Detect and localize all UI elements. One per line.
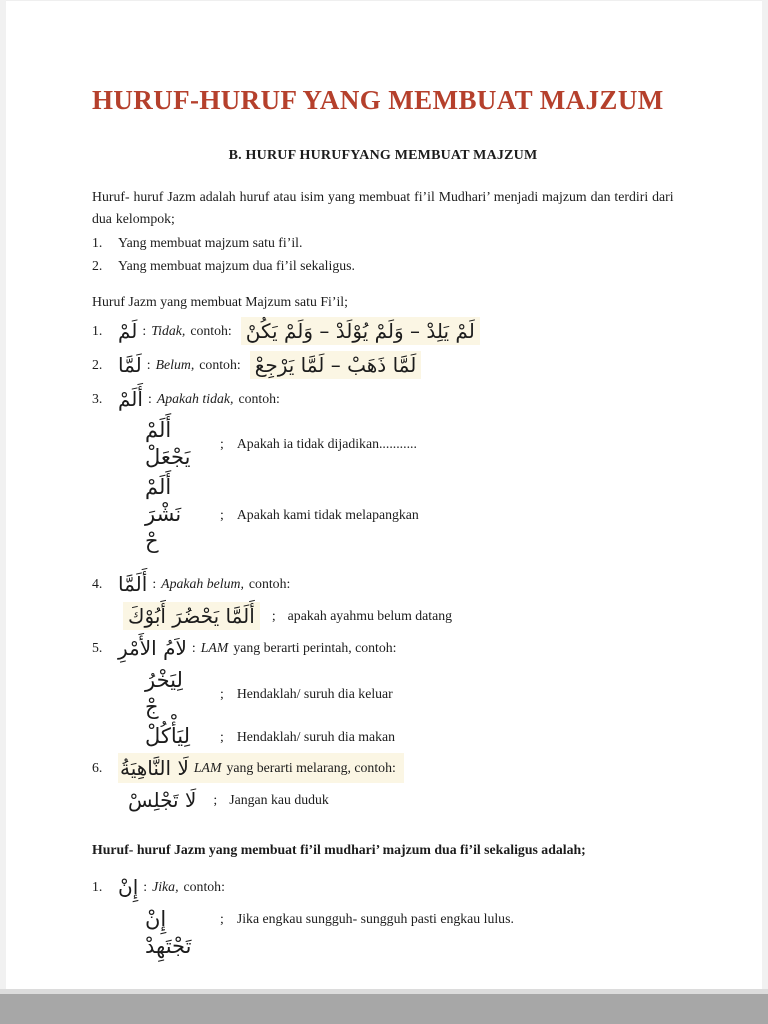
item-number: 3. bbox=[92, 390, 103, 406]
translation-text: Jika engkau sungguh- sungguh pasti engkau lulus. bbox=[236, 910, 514, 926]
jazm-item bbox=[92, 632, 674, 665]
semicolon-separator: ; bbox=[220, 506, 224, 522]
item-number: 6. bbox=[92, 760, 103, 776]
arabic-line: أَلَمْ bbox=[145, 418, 172, 443]
arabic-line: يَجْعَلْ bbox=[145, 445, 191, 470]
contoh-label: contoh: bbox=[248, 576, 291, 592]
jazm-item bbox=[92, 382, 674, 415]
arabic-line: تَجْتَهِدْ bbox=[145, 933, 192, 958]
colon: : bbox=[191, 640, 196, 656]
list-item bbox=[92, 255, 674, 277]
arabic-term: أَلَمَّا bbox=[118, 572, 148, 597]
jazm-item bbox=[92, 314, 674, 347]
list-number: 2. bbox=[92, 257, 103, 273]
list-text: Yang membuat majzum satu fi’il. bbox=[118, 235, 303, 251]
arabic-example-column bbox=[145, 667, 207, 722]
translation-text: Apakah kami tidak melapangkan bbox=[236, 506, 419, 522]
arabic-example-column bbox=[145, 417, 207, 472]
item-number: 1. bbox=[92, 879, 103, 895]
meaning-label: LAM bbox=[193, 760, 222, 776]
arabic-term: إِنْ bbox=[118, 875, 139, 900]
arabic-term: لَا النَّاهِيَةُ bbox=[120, 756, 189, 781]
example-block bbox=[145, 906, 674, 961]
colon: : bbox=[143, 879, 148, 895]
arabic-example: لَا تَجْلِسْ bbox=[128, 787, 197, 812]
item-number: 2. bbox=[92, 356, 103, 372]
page-edge-right bbox=[762, 0, 768, 989]
meaning-rest: yang berarti perintah, contoh: bbox=[233, 640, 397, 656]
meaning-label: Belum, bbox=[155, 356, 195, 372]
arabic-line: لِيَخْرُ bbox=[145, 667, 183, 692]
colon: : bbox=[147, 390, 152, 406]
jazm-item bbox=[92, 568, 674, 601]
example-block bbox=[145, 474, 674, 556]
list-number: 1. bbox=[92, 235, 103, 251]
semicolon-separator: ; bbox=[220, 436, 224, 452]
intro-paragraph: Huruf- huruf Jazm adalah huruf atau isim yang membuat fi’il Mudhari’ menjadi majzum dan terdiri dari dua kelompok; bbox=[92, 188, 674, 227]
list-item bbox=[92, 232, 674, 254]
example-block bbox=[145, 667, 674, 722]
arabic-example-column bbox=[145, 906, 207, 961]
semicolon-separator: ; bbox=[271, 607, 276, 623]
contoh-label: contoh: bbox=[183, 879, 225, 895]
translation-text: apakah ayahmu belum datang bbox=[287, 607, 453, 623]
arabic-term: أَلَمْ bbox=[118, 386, 143, 411]
arabic-example: لَمَّا ذَهَبْ – لَمَّا يَرْجِعْ bbox=[250, 351, 422, 379]
meaning-label: Apakah tidak, bbox=[156, 390, 234, 406]
arabic-example: أَلَمَّا يَحْضُرَ أَبُوْكَ bbox=[123, 602, 260, 630]
arabic-example-column bbox=[145, 474, 207, 556]
contoh-label: contoh: bbox=[199, 356, 241, 372]
meaning-label: Jika, bbox=[152, 879, 179, 895]
arabic-line: جْ bbox=[145, 694, 159, 719]
section2-heading: Huruf- huruf Jazm yang membuat fi’il mudhari’ majzum dua fi’il sekaligus adalah; bbox=[92, 841, 586, 857]
arabic-term: لاَمُ الأَمْرِ bbox=[118, 636, 187, 661]
example-block bbox=[145, 417, 674, 472]
semicolon-separator: ; bbox=[220, 910, 224, 926]
semicolon-separator: ; bbox=[220, 685, 224, 701]
intro-list bbox=[92, 232, 674, 277]
colon: : bbox=[152, 576, 157, 592]
arabic-line: حْ bbox=[145, 529, 159, 554]
arabic-line: نَشْرَ bbox=[145, 502, 182, 527]
item-number: 1. bbox=[92, 322, 103, 338]
section1-heading: Huruf Jazm yang membuat Majzum satu Fi’il; bbox=[92, 294, 348, 310]
jazm-item bbox=[92, 871, 674, 904]
meaning-label: Tidak, bbox=[151, 322, 186, 338]
arabic-line: إِنْ bbox=[145, 906, 167, 931]
arabic-example-column bbox=[145, 723, 207, 750]
arabic-line: لِيَأْكُلْ bbox=[145, 724, 191, 749]
example-line bbox=[119, 601, 674, 631]
contoh-label: contoh: bbox=[238, 390, 280, 406]
translation-text: Apakah ia tidak dijadikan........... bbox=[236, 436, 417, 452]
item-number: 5. bbox=[92, 640, 103, 656]
footer-bar bbox=[0, 994, 768, 1024]
arabic-line: أَلَمْ bbox=[145, 474, 172, 499]
meaning-label: Apakah belum, bbox=[161, 576, 244, 592]
item-number: 4. bbox=[92, 576, 103, 592]
colon: : bbox=[146, 356, 151, 372]
example-block bbox=[145, 723, 674, 750]
arabic-example: لَمْ يَلِدْ – وَلَمْ يُوْلَدْ – وَلَمْ يَكُنْ bbox=[241, 317, 480, 345]
example-line bbox=[119, 785, 674, 815]
meaning-label: LAM bbox=[200, 640, 229, 656]
page-edge-left bbox=[0, 0, 6, 989]
colon: : bbox=[142, 322, 147, 338]
meaning-rest: yang berarti melarang, contoh: bbox=[226, 760, 396, 776]
translation-text: Jangan kau duduk bbox=[229, 791, 329, 807]
highlighted-phrase bbox=[118, 753, 404, 783]
semicolon-separator: ; bbox=[220, 728, 224, 744]
contoh-label: contoh: bbox=[190, 322, 232, 338]
jazm-item bbox=[92, 752, 674, 785]
section-subtitle: B. HURUF HURUFYANG MEMBUAT MAJZUM bbox=[228, 147, 538, 163]
semicolon-separator: ; bbox=[213, 791, 218, 807]
arabic-term: لَمَّا bbox=[118, 352, 142, 377]
page-title: HURUF-HURUF YANG MEMBUAT MAJZUM bbox=[92, 85, 664, 115]
translation-text: Hendaklah/ suruh dia keluar bbox=[236, 685, 393, 701]
list-text: Yang membuat majzum dua fi’il sekaligus. bbox=[118, 257, 355, 273]
jazm-item bbox=[92, 348, 674, 381]
translation-text: Hendaklah/ suruh dia makan bbox=[236, 728, 396, 744]
arabic-term: لَمْ bbox=[118, 318, 138, 343]
